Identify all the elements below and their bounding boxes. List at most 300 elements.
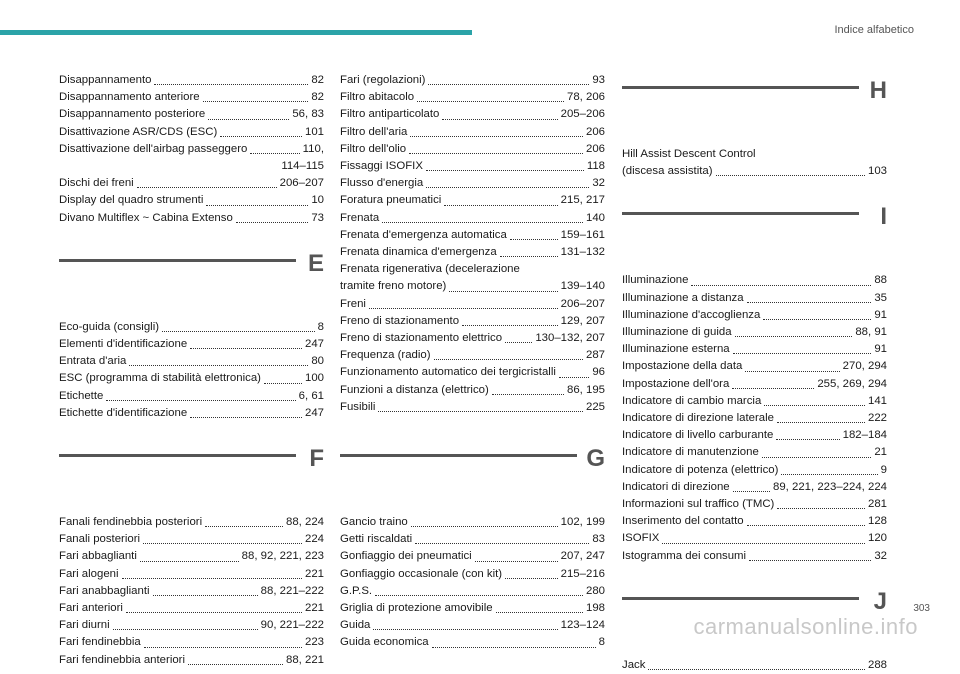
entries-h — [622, 146, 887, 180]
dot-leader — [776, 439, 839, 440]
entry-pages: 82 — [311, 74, 324, 86]
entry-pages: 88, 91 — [855, 326, 887, 339]
entry-term: Fari alogeni — [59, 567, 119, 580]
entry-term: Fari abbaglianti — [59, 550, 137, 563]
section-letter: G — [586, 445, 605, 473]
dot-leader — [162, 331, 315, 332]
dot-leader — [510, 239, 558, 240]
entry-pages: 207, 247 — [560, 550, 605, 563]
dot-leader — [122, 578, 302, 579]
entry-pages: 222 — [867, 412, 887, 425]
index-entry — [340, 175, 605, 192]
dot-leader — [190, 348, 302, 349]
entry-pages: 182–184 — [842, 429, 887, 442]
dot-leader — [415, 543, 589, 544]
index-entry — [340, 531, 605, 548]
dot-leader — [505, 578, 558, 579]
entry-pages: 93 — [592, 74, 605, 86]
section-rule — [59, 259, 296, 262]
entry-pages: 206 — [585, 142, 605, 155]
dot-leader — [129, 365, 308, 366]
dot-leader — [126, 612, 302, 613]
index-entry — [340, 313, 605, 330]
index-entry — [622, 290, 887, 307]
entry-pages: 96 — [592, 366, 605, 379]
dot-leader — [662, 543, 865, 544]
index-column-3 — [622, 72, 887, 674]
entry-term: Disattivazione dell'airbag passeggero — [59, 142, 248, 155]
entry-pages: 6, 61 — [298, 389, 324, 402]
index-entry — [59, 514, 324, 531]
dot-leader — [144, 647, 302, 648]
dot-leader — [500, 256, 558, 257]
watermark: carmanualsonline.info — [693, 614, 918, 639]
entry-term: ISOFIX — [622, 532, 660, 545]
index-entry — [59, 158, 324, 175]
entry-pages: 221 — [304, 567, 324, 580]
entry-pages: 8 — [317, 320, 324, 333]
entry-term: Eco-guida (consigli) — [59, 320, 160, 333]
section-letter: I — [880, 203, 887, 231]
entry-pages: 32 — [592, 177, 605, 190]
section-rule — [622, 212, 859, 215]
entry-pages: 120 — [867, 532, 887, 545]
entry-pages: 215–216 — [560, 567, 605, 580]
entry-pages: 123–124 — [560, 619, 605, 632]
dot-leader — [462, 325, 558, 326]
entry-term: Foratura pneumatici — [340, 194, 442, 207]
index-entry — [59, 336, 324, 353]
entry-term: Inserimento del contatto — [622, 515, 744, 528]
entry-pages: 90, 221–222 — [260, 619, 324, 632]
entry-pages: 88 — [874, 274, 887, 287]
dot-leader — [409, 153, 583, 154]
index-entry — [340, 399, 605, 416]
entry-pages: 32 — [874, 549, 887, 562]
entry-pages: 139–140 — [560, 280, 605, 293]
index-entry — [340, 278, 605, 295]
index-entry — [59, 319, 324, 336]
index-entry — [340, 347, 605, 364]
entry-term: Funzioni a distanza (elettrico) — [340, 383, 489, 396]
entry-term: Frenata dinamica d'emergenza — [340, 246, 497, 259]
entry-pages: 159–161 — [560, 228, 605, 241]
entry-term: Indicatore di livello carburante — [622, 429, 774, 442]
page-number: 303 — [913, 603, 930, 614]
dot-leader — [236, 222, 309, 223]
entry-term: Fari (regolazioni) — [340, 74, 426, 86]
section-letter-e — [59, 249, 324, 307]
entry-pages: 100 — [304, 372, 324, 385]
entry-pages: 205–206 — [560, 108, 605, 121]
index-entry — [340, 364, 605, 381]
entry-term: Disappannamento — [59, 74, 152, 86]
section-letter: H — [869, 77, 887, 104]
index-entry — [59, 600, 324, 617]
entry-term: Indicatore di manutenzione — [622, 446, 759, 459]
entry-pages: 88, 224 — [285, 516, 324, 529]
index-entry — [340, 583, 605, 600]
entry-term: Fari fendinebbia — [59, 636, 141, 649]
entry-pages: 110, — [302, 142, 324, 155]
entry-pages: 78, 206 — [566, 91, 605, 104]
index-entry — [340, 514, 605, 531]
entry-term: Fari anabbaglianti — [59, 584, 150, 597]
dot-leader — [733, 353, 872, 354]
index-entry — [340, 106, 605, 123]
entry-pages: 89, 221, 223–224, 224 — [772, 480, 887, 493]
entry-pages: 280 — [585, 584, 605, 597]
dot-leader — [449, 291, 557, 292]
entry-term: Elementi d'identificazione — [59, 338, 188, 351]
entry-pages: 270, 294 — [842, 360, 887, 373]
entries-d — [59, 72, 324, 227]
entries-f — [59, 514, 324, 669]
dot-leader — [190, 417, 302, 418]
dot-leader — [777, 422, 865, 423]
dot-leader — [206, 205, 308, 206]
index-entry — [340, 548, 605, 565]
index-entry — [340, 192, 605, 209]
index-entry — [622, 393, 887, 410]
index-entry — [59, 531, 324, 548]
entry-term: Entrata d'aria — [59, 355, 127, 368]
index-entry — [59, 124, 324, 141]
dot-leader — [432, 647, 596, 648]
index-entry — [622, 444, 887, 461]
entries-i — [622, 272, 887, 564]
index-entry — [340, 296, 605, 313]
entry-term: Impostazione della data — [622, 360, 743, 373]
dot-leader — [426, 170, 584, 171]
index-entry — [622, 341, 887, 358]
index-entry — [340, 617, 605, 634]
entry-pages: 198 — [585, 602, 605, 615]
entry-pages: 91 — [874, 308, 887, 321]
index-entry — [340, 261, 605, 278]
entries-f-cont — [340, 72, 605, 416]
index-entry — [340, 210, 605, 227]
entries-e — [59, 319, 324, 422]
dot-leader — [762, 457, 872, 458]
dot-leader — [250, 153, 299, 154]
dot-leader — [220, 136, 302, 137]
dot-leader — [505, 342, 532, 343]
dot-leader — [264, 383, 302, 384]
dot-leader — [733, 491, 770, 492]
entry-pages: 287 — [585, 349, 605, 362]
index-entry — [622, 427, 887, 444]
entry-pages: 56, 83 — [292, 108, 324, 121]
dot-leader — [153, 595, 258, 596]
entries-g — [340, 514, 605, 652]
dot-leader — [410, 136, 583, 137]
entry-term: Disappannamento posteriore — [59, 108, 206, 121]
index-entry — [59, 353, 324, 370]
section-rule — [340, 454, 577, 457]
entry-term: Fanali posteriori — [59, 533, 141, 546]
index-entry — [59, 405, 324, 422]
entry-term: Gonfiaggio occasionale (con kit) — [340, 567, 503, 580]
section-rule — [59, 454, 296, 457]
entry-pages: 88, 221 — [285, 653, 324, 666]
entry-pages: 103 — [867, 165, 887, 178]
index-entry — [340, 634, 605, 651]
section-letter-i — [622, 202, 887, 260]
entry-pages: 224 — [304, 533, 324, 546]
entry-term: Filtro abitacolo — [340, 91, 415, 104]
dot-leader — [113, 629, 258, 630]
entry-term: Frenata — [340, 211, 380, 224]
dot-leader — [369, 308, 558, 309]
dot-leader — [382, 222, 583, 223]
index-entry — [622, 358, 887, 375]
index-entry — [340, 89, 605, 106]
entry-pages: 140 — [585, 211, 605, 224]
entry-pages: 131–132 — [560, 246, 605, 259]
index-entry — [340, 244, 605, 261]
dot-leader — [764, 405, 865, 406]
dot-leader — [208, 119, 289, 120]
index-column-1 — [59, 72, 324, 669]
index-entry — [622, 324, 887, 341]
dot-leader — [375, 595, 583, 596]
entry-pages: 114–115 — [281, 160, 324, 173]
entry-term: Fissaggi ISOFIX — [340, 160, 423, 173]
index-entry — [59, 141, 324, 158]
dot-leader — [411, 526, 558, 527]
dot-leader — [154, 84, 308, 85]
section-letter: J — [873, 587, 887, 615]
index-entry — [340, 382, 605, 399]
index-entry — [340, 124, 605, 141]
dot-leader — [140, 561, 239, 562]
index-entry — [59, 548, 324, 565]
entry-pages: 80 — [311, 355, 324, 368]
index-entry — [622, 376, 887, 393]
entry-pages: 83 — [592, 533, 605, 546]
entry-pages: 128 — [867, 515, 887, 528]
entry-term: Filtro dell'olio — [340, 142, 407, 155]
index-column-2 — [340, 72, 605, 652]
entry-term: Griglia di protezione amovibile — [340, 602, 493, 615]
dot-leader — [434, 359, 583, 360]
dot-leader — [735, 336, 853, 337]
index-entry — [59, 652, 324, 669]
entry-pages: 247 — [304, 338, 324, 351]
entry-term: Fusibili — [340, 400, 376, 413]
index-entry — [622, 548, 887, 565]
entry-pages: 129, 207 — [560, 314, 605, 327]
entry-pages: 21 — [874, 446, 887, 459]
index-entry — [622, 657, 887, 674]
entry-term: Impostazione dell'ora — [622, 377, 730, 390]
entry-term: Etichette d'identificazione — [59, 406, 188, 419]
index-entry — [622, 146, 887, 163]
entry-term: Illuminazione d'accoglienza — [622, 308, 761, 321]
entry-term: Informazioni sul traffico (TMC) — [622, 498, 775, 511]
entry-term: Fari diurni — [59, 619, 110, 632]
entry-pages: 206 — [585, 125, 605, 138]
dot-leader — [475, 561, 558, 562]
index-entry — [59, 583, 324, 600]
entry-pages: 281 — [867, 498, 887, 511]
dot-leader — [203, 101, 309, 102]
entry-pages: 73 — [311, 211, 324, 224]
index-entry — [340, 158, 605, 175]
index-entry — [622, 307, 887, 324]
index-entry — [59, 72, 324, 89]
index-entry — [59, 175, 324, 192]
entry-pages: 8 — [598, 636, 605, 649]
entry-term: Filtro antiparticolato — [340, 108, 440, 121]
entry-term: Illuminazione — [622, 274, 689, 287]
entry-pages: 101 — [304, 125, 324, 138]
entries-j — [622, 657, 887, 674]
entry-term: Getti riscaldati — [340, 533, 413, 546]
dot-leader — [777, 508, 865, 509]
entry-term: Freno di stazionamento elettrico — [340, 332, 503, 345]
section-letter-g — [340, 444, 605, 502]
dot-leader — [496, 612, 583, 613]
index-entry — [622, 410, 887, 427]
entry-pages: 88, 221–222 — [260, 584, 324, 597]
entry-pages: 215, 217 — [560, 194, 605, 207]
dot-leader — [378, 411, 583, 412]
index-entry — [622, 513, 887, 530]
dot-leader — [747, 525, 865, 526]
entry-term: (discesa assistita) — [622, 165, 713, 178]
dot-leader — [444, 205, 557, 206]
entry-term: Freno di stazionamento — [340, 314, 460, 327]
entry-pages: 86, 195 — [566, 383, 605, 396]
entry-term: Disappannamento anteriore — [59, 91, 200, 104]
entry-term: Dischi dei freni — [59, 177, 134, 190]
index-entry — [59, 370, 324, 387]
dot-leader — [106, 400, 295, 401]
index-entry — [340, 566, 605, 583]
entry-term: Guida — [340, 619, 371, 632]
section-letter-f — [59, 444, 324, 502]
index-entry — [340, 141, 605, 158]
entry-pages: 247 — [304, 406, 324, 419]
dot-leader — [143, 543, 302, 544]
index-entry — [59, 192, 324, 209]
entry-term: G.P.S. — [340, 584, 373, 597]
dot-leader — [747, 302, 872, 303]
dot-leader — [137, 187, 277, 188]
index-entry — [59, 210, 324, 227]
dot-leader — [426, 187, 589, 188]
dot-leader — [442, 119, 557, 120]
index-entry — [340, 600, 605, 617]
entry-term: Frequenza (radio) — [340, 349, 431, 362]
entry-term: Gonfiaggio dei pneumatici — [340, 550, 472, 563]
entry-term: Illuminazione di guida — [622, 326, 732, 339]
entry-pages: 225 — [585, 400, 605, 413]
entry-pages: 141 — [867, 394, 887, 407]
index-entry — [59, 388, 324, 405]
entry-pages: 288 — [867, 658, 887, 671]
entry-term: Indicatore di direzione laterale — [622, 412, 774, 425]
entry-term: Indicatore di cambio marcia — [622, 394, 762, 407]
dot-leader — [373, 629, 557, 630]
dot-leader — [559, 377, 589, 378]
dot-leader — [492, 394, 564, 395]
index-entry — [622, 496, 887, 513]
entry-term: Frenata rigenerativa (decelerazione — [340, 263, 520, 276]
entry-term: Funzionamento automatico dei tergicristalli — [340, 366, 556, 379]
section-rule — [622, 597, 859, 600]
entry-pages: 91 — [874, 343, 887, 356]
entry-pages: 82 — [311, 91, 324, 104]
entry-term: Fari fendinebbia anteriori — [59, 653, 186, 666]
entry-pages: 102, 199 — [560, 516, 605, 529]
index-entry — [59, 89, 324, 106]
dot-leader — [648, 669, 865, 670]
entry-pages: 223 — [304, 636, 324, 649]
index-entry — [622, 272, 887, 289]
entry-term: Indicatori di direzione — [622, 480, 730, 493]
entry-term: Frenata d'emergenza automatica — [340, 228, 507, 241]
dot-leader — [417, 101, 564, 102]
dot-leader — [691, 285, 871, 286]
header-title: Indice alfabetico — [834, 24, 914, 36]
dot-leader — [716, 175, 865, 176]
entry-term: Illuminazione esterna — [622, 343, 730, 356]
section-rule — [622, 86, 859, 89]
entry-pages: 9 — [880, 463, 887, 476]
index-entry — [59, 617, 324, 634]
index-entry — [622, 462, 887, 479]
entry-term: Jack — [622, 658, 646, 671]
entry-term: Display del quadro strumenti — [59, 194, 204, 207]
index-entry — [59, 106, 324, 123]
entry-term: Fari anteriori — [59, 602, 123, 615]
entry-term: Istogramma dei consumi — [622, 549, 747, 562]
section-letter-h — [622, 76, 887, 134]
dot-leader — [781, 474, 877, 475]
section-letter: F — [309, 445, 324, 473]
entry-pages: 88, 92, 221, 223 — [241, 550, 324, 563]
entry-term: ESC (programma di stabilità elettronica) — [59, 372, 261, 385]
index-entry — [59, 634, 324, 651]
index-entry — [59, 566, 324, 583]
index-entry — [340, 330, 605, 347]
section-letter: E — [307, 249, 324, 277]
entry-term: Freni — [340, 297, 366, 310]
entry-pages: 255, 269, 294 — [817, 377, 887, 390]
entry-term: Filtro dell'aria — [340, 125, 408, 138]
entry-term: Divano Multiflex ~ Cabina Extenso — [59, 211, 233, 224]
entry-term: Hill Assist Descent Control — [622, 148, 756, 160]
entry-pages: 221 — [304, 602, 324, 615]
dot-leader — [745, 371, 839, 372]
header-accent-bar — [0, 30, 472, 35]
index-entry — [622, 479, 887, 496]
index-entry — [340, 72, 605, 89]
entry-term: Fanali fendinebbia posteriori — [59, 516, 203, 529]
dot-leader — [188, 664, 283, 665]
entry-term: Gancio traino — [340, 516, 408, 529]
entry-term: Illuminazione a distanza — [622, 291, 744, 304]
entry-term: tramite freno motore) — [340, 280, 447, 293]
index-entry — [622, 163, 887, 180]
dot-leader — [763, 319, 871, 320]
entry-pages: 130–132, 207 — [535, 332, 605, 345]
entry-pages: 118 — [586, 160, 605, 173]
dot-leader — [205, 526, 283, 527]
